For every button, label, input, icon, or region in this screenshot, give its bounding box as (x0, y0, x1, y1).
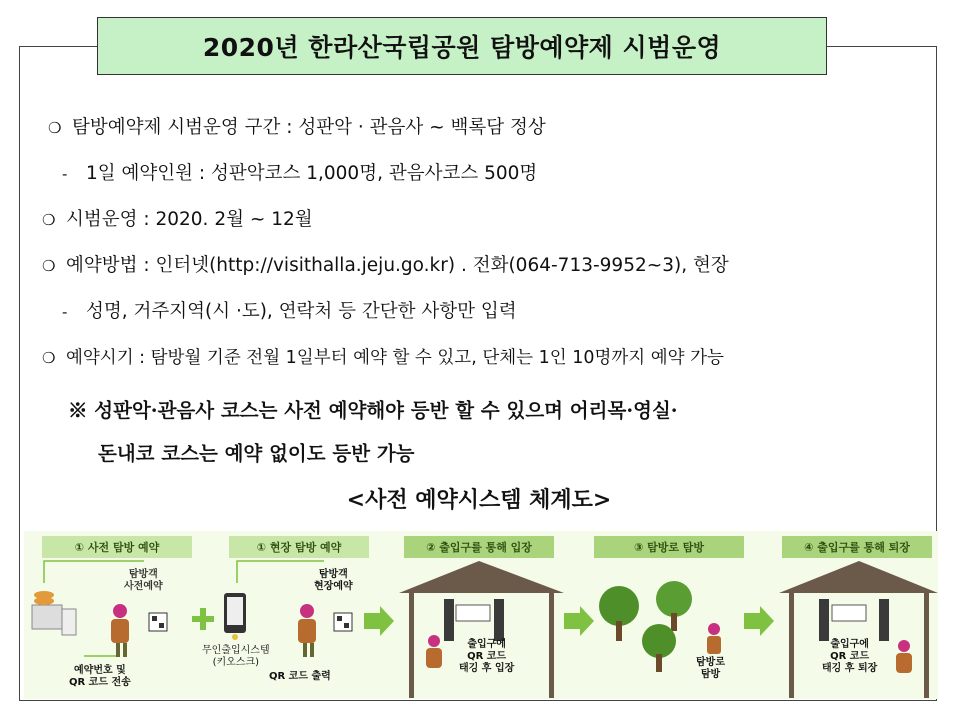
hiker-icon (707, 623, 721, 654)
label-visitor-advance: 탐방객 사전예약 (124, 569, 163, 592)
line-capacity (62, 162, 537, 186)
note-line-2: 돈내코 코스는 예약 없이도 등반 가능 (98, 442, 415, 465)
label-trail: 탐방로 탐방 (696, 657, 725, 680)
label-reservation-qr: 예약번호 및 QR 코드 전송 (69, 665, 131, 688)
plus-icon (192, 608, 214, 630)
qr-code-icon (334, 613, 352, 631)
line-section (48, 116, 546, 140)
circle-bullet-icon: ❍ (42, 211, 56, 229)
line-text: 시범운영 : 2020. 2월 ~ 12월 (66, 209, 313, 230)
qr-code-icon (149, 613, 167, 631)
label-qr-print: QR 코드 출력 (269, 671, 331, 682)
arrow-right-icon (744, 606, 774, 636)
kiosk-icon (224, 593, 246, 640)
circle-bullet-icon: ❍ (48, 119, 62, 137)
label-kiosk: 무인출입시스템 (키오스크) (202, 645, 270, 668)
stage-label-advance: ① 사전 탐방 예약 (42, 536, 192, 558)
label-visitor-onsite: 탐방객 현장예약 (314, 569, 353, 592)
label-gate-exit: 출입구에 QR 코드 태깅 후 퇴장 (822, 639, 878, 674)
dash-bullet: - (62, 165, 68, 183)
stage-label-onsite: ① 현장 탐방 예약 (229, 536, 369, 558)
hiker-icon (426, 635, 442, 668)
arrow-right-icon (564, 606, 594, 636)
dash-bullet: - (62, 303, 68, 321)
note-line-1: ※ 성판악·관음사 코스는 사전 예약해야 등반 할 수 있으며 어리목·영실· (68, 399, 678, 422)
line-text: 성명, 거주지역(시 ·도), 연락처 등 간단한 사항만 입력 (86, 301, 517, 322)
circle-bullet-icon: ❍ (42, 257, 56, 275)
line-text: 예약방법 : 인터넷(http://visithalla.jeju.go.kr) . 전화(064-713-9952~3), 현장 (66, 255, 729, 276)
line-timing (42, 346, 724, 370)
gate-shelter-icon (779, 561, 938, 698)
hiker-icon (298, 604, 316, 657)
reservation-diagram (24, 531, 938, 699)
line-period (42, 208, 313, 232)
hiker-icon (111, 604, 129, 657)
line-input (62, 300, 517, 324)
arrow-right-icon (364, 606, 394, 636)
page-title: 2020년 한라산국립공원 탐방예약제 시범운영 (97, 17, 827, 75)
tree-icon (599, 581, 692, 672)
label-gate-enter: 출입구에 QR 코드 태깅 후 입장 (459, 639, 515, 674)
line-method (42, 254, 729, 278)
line-text: 1일 예약인원 : 성판악코스 1,000명, 관음사코스 500명 (86, 163, 538, 184)
server-icon (32, 591, 76, 635)
circle-bullet-icon: ❍ (42, 349, 56, 367)
stage-label-trail: ③ 탐방로 탐방 (594, 536, 744, 558)
gate-shelter-icon (399, 561, 564, 698)
stage-label-exit: ④ 출입구를 통해 퇴장 (782, 536, 932, 558)
line-text: 탐방예약제 시범운영 구간 : 성판악 · 관음사 ~ 백록담 정상 (72, 117, 546, 138)
line-text: 예약시기 : 탐방월 기준 전월 1일부터 예약 할 수 있고, 단체는 1인 10명까지 예약 가능 (66, 348, 724, 368)
stage-label-enter: ② 출입구를 통해 입장 (404, 536, 554, 558)
diagram-title: <사전 예약시스템 체계도> (346, 487, 612, 513)
hiker-icon (896, 640, 912, 673)
